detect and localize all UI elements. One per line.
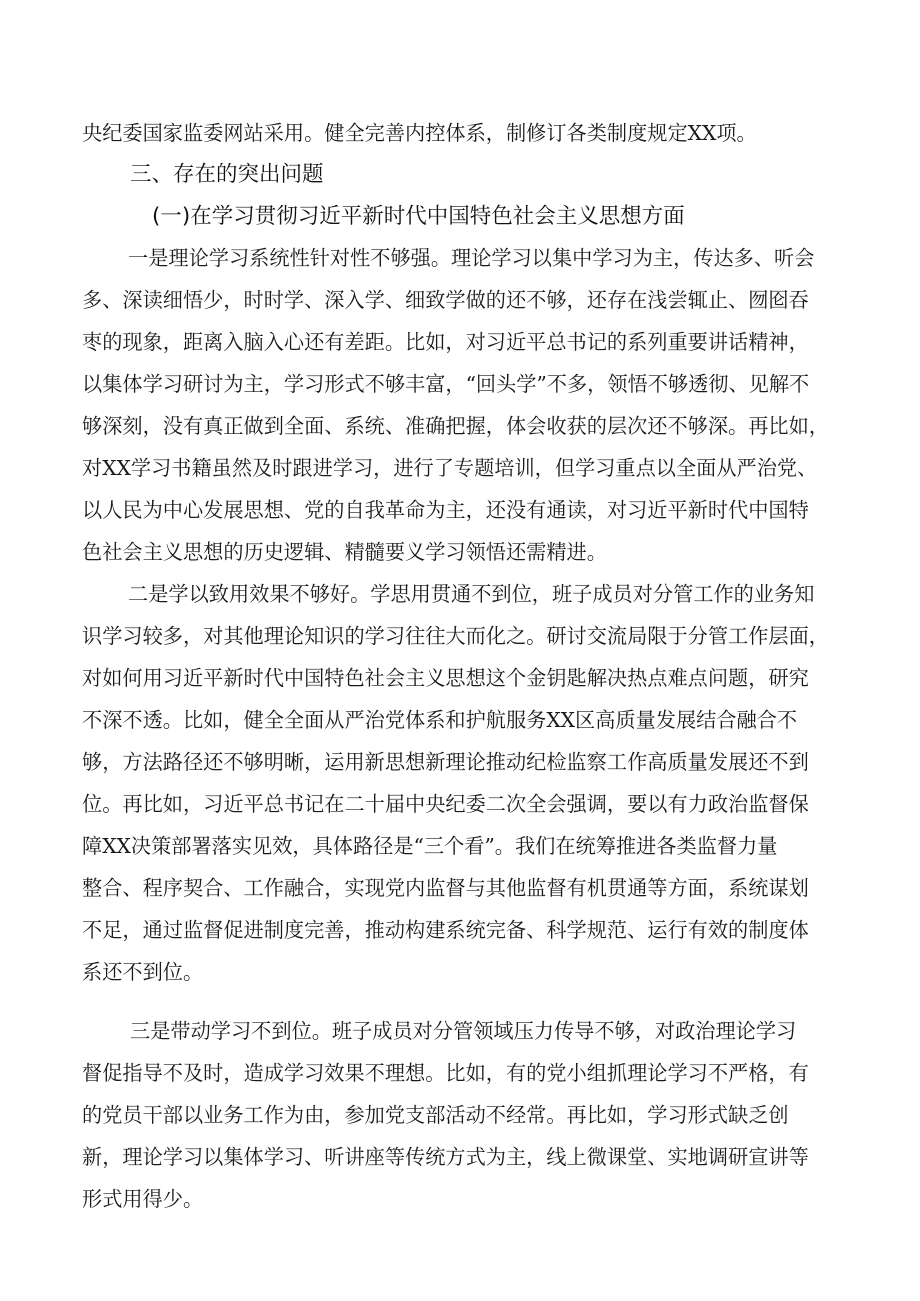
paragraph-line: 识学习较多，对其他理论知识的学习往往大而化之。研讨交流局限于分管工作层面， (82, 624, 829, 648)
subsection-heading: (一)在学习贯彻习近平新时代中国特色社会主义思想方面 (152, 204, 685, 229)
paragraph-line: 位。再比如，习近平总书记在二十届中央纪委二次全会强调，要以有力政治监督保 (82, 792, 809, 816)
paragraph-line: 以集体学习研讨为主，学习形式不够丰富，“回头学”不多，领悟不够透彻、见解不 (82, 372, 810, 396)
paragraph-line: 整合、程序契合、工作融合，实现党内监督与其他监督有机贯通等方面，系统谋划 (82, 876, 809, 900)
paragraph-line: 多、深读细悟少，时时学、深入学、细致学做的还不够，还存在浅尝辄止、囫囵吞 (82, 288, 809, 312)
paragraph-line: 够，方法路径还不够明晰，运用新思想新理论推动纪检监察工作高质量发展还不到 (82, 750, 809, 774)
paragraph-line: 系还不到位。 (82, 960, 204, 984)
paragraph-line: 督促指导不及时，造成学习效果不理想。比如，有的党小组抓理论学习不严格，有 (82, 1061, 809, 1085)
paragraph-line: 的党员干部以业务工作为由，参加党支部活动不经常。再比如，学习形式缺乏创 (82, 1103, 789, 1127)
paragraph-line: 色社会主义思想的历史逻辑、精髓要义学习领悟还需精进。 (82, 540, 607, 564)
paragraph-line: 以人民为中心发展思想、党的自我革命为主，还没有通读，对习近平新时代中国特 (82, 498, 809, 522)
paragraph-line: 一是理论学习系统性针对性不够强。理论学习以集中学习为主，传达多、听会 (128, 246, 815, 270)
paragraph-line: 对XX学习书籍虽然及时跟进学习，进行了专题培训，但学习重点以全面从严治党、 (82, 456, 818, 480)
paragraph-line: 央纪委国家监委网站采用。健全完善内控体系，制修订各类制度规定XX项。 (82, 121, 757, 145)
paragraph-line: 新，理论学习以集体学习、听讲座等传统方式为主，线上微课堂、实地调研宣讲等 (82, 1145, 809, 1169)
paragraph-line: 二是学以致用效果不够好。学思用贯通不到位，班子成员对分管工作的业务知 (128, 582, 815, 606)
paragraph-line: 枣的现象，距离入脑入心还有差距。比如，对习近平总书记的系列重要讲话精神， (82, 330, 809, 354)
paragraph-line: 形式用得少。 (82, 1187, 204, 1211)
paragraph-line: 不深不透。比如，健全全面从严治党体系和护航服务XX区高质量发展结合融合不 (82, 708, 798, 732)
paragraph-line: 够深刻，没有真正做到全面、系统、准确把握，体会收获的层次还不够深。再比如， (82, 414, 829, 438)
paragraph-line: 三是带动学习不到位。班子成员对分管领域压力传导不够，对政治理论学习 (130, 1019, 797, 1043)
section-heading: 三、存在的突出问题 (130, 162, 324, 187)
paragraph-line: 障XX决策部署落实见效，具体路径是“三个看”。我们在统筹推进各类监督力量 (82, 834, 778, 858)
paragraph-line: 对如何用习近平新时代中国特色社会主义思想这个金钥匙解决热点难点问题，研究 (82, 666, 809, 690)
paragraph-line: 不足，通过监督促进制度完善，推动构建系统完备、科学规范、运行有效的制度体 (82, 918, 809, 942)
